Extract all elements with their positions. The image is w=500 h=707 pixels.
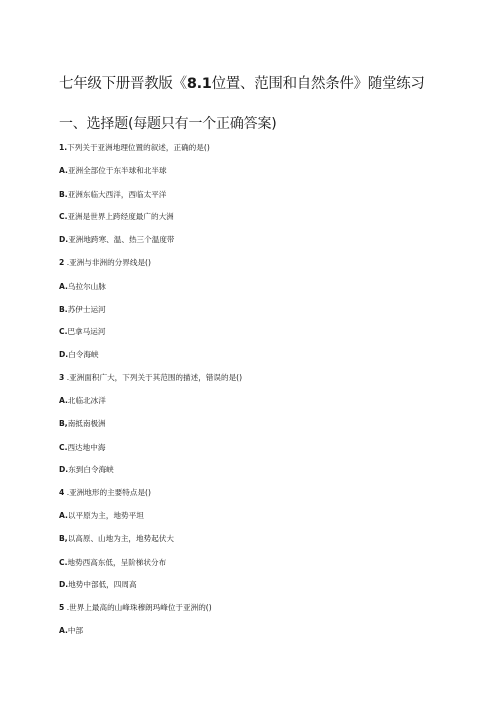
option-line: B.亚洲东临大西洋，西临太平洋: [59, 190, 167, 199]
title-part-2: 8.1: [186, 76, 212, 92]
question-line: 4 .亚洲地形的主要特点是(): [59, 488, 151, 497]
option-line: C.亚洲是世界上跨经度最广的大洲: [59, 212, 174, 221]
option-line: C.巴拿马运河: [59, 327, 106, 336]
question-line: 3 .亚洲面积广大，下列关于其范围的描述，错误的是(): [59, 373, 243, 382]
question-line: 2 .亚洲与非洲的分界线是(): [59, 258, 151, 267]
option-line: B.苏伊士运河: [59, 305, 106, 314]
option-line: D.地势中部低，四周高: [59, 580, 137, 589]
option-line: A.中部: [59, 626, 84, 635]
option-line: B,以高原、山地为主，地势起伏大: [59, 534, 174, 543]
question-line: 1.下列关于亚洲地理位置的叙述，正确的是(): [59, 143, 210, 152]
title-part-1: 七年级下册晋教版《: [59, 76, 187, 92]
question-line: 5 .世界上最高的山峰珠穆朗玛峰位于亚洲的(): [59, 603, 212, 612]
option-line: C.地势西高东低，呈阶梯状分布: [59, 558, 167, 567]
option-line: D.白令海峡: [59, 350, 99, 359]
option-line: A.乌拉尔山脉: [59, 282, 106, 291]
option-line: A.北临北冰洋: [59, 396, 106, 405]
option-line: B,南抵南极洲: [59, 419, 106, 428]
option-line: A.以平原为主，地势平坦: [59, 511, 144, 520]
title-part-3: 位置、范围和自然条件》随堂练习: [211, 76, 425, 92]
option-line: C.西达地中海: [59, 443, 106, 452]
document-title: [59, 72, 425, 93]
option-line: D.亚洲地跨寒、温、热三个温度带: [59, 235, 175, 244]
option-line: A.亚洲全部位于东半球和北半球: [59, 166, 167, 175]
section-heading: 一、选择题(每题只有一个正确答案): [59, 116, 277, 132]
option-line: D.东到白令海峡: [59, 465, 114, 474]
